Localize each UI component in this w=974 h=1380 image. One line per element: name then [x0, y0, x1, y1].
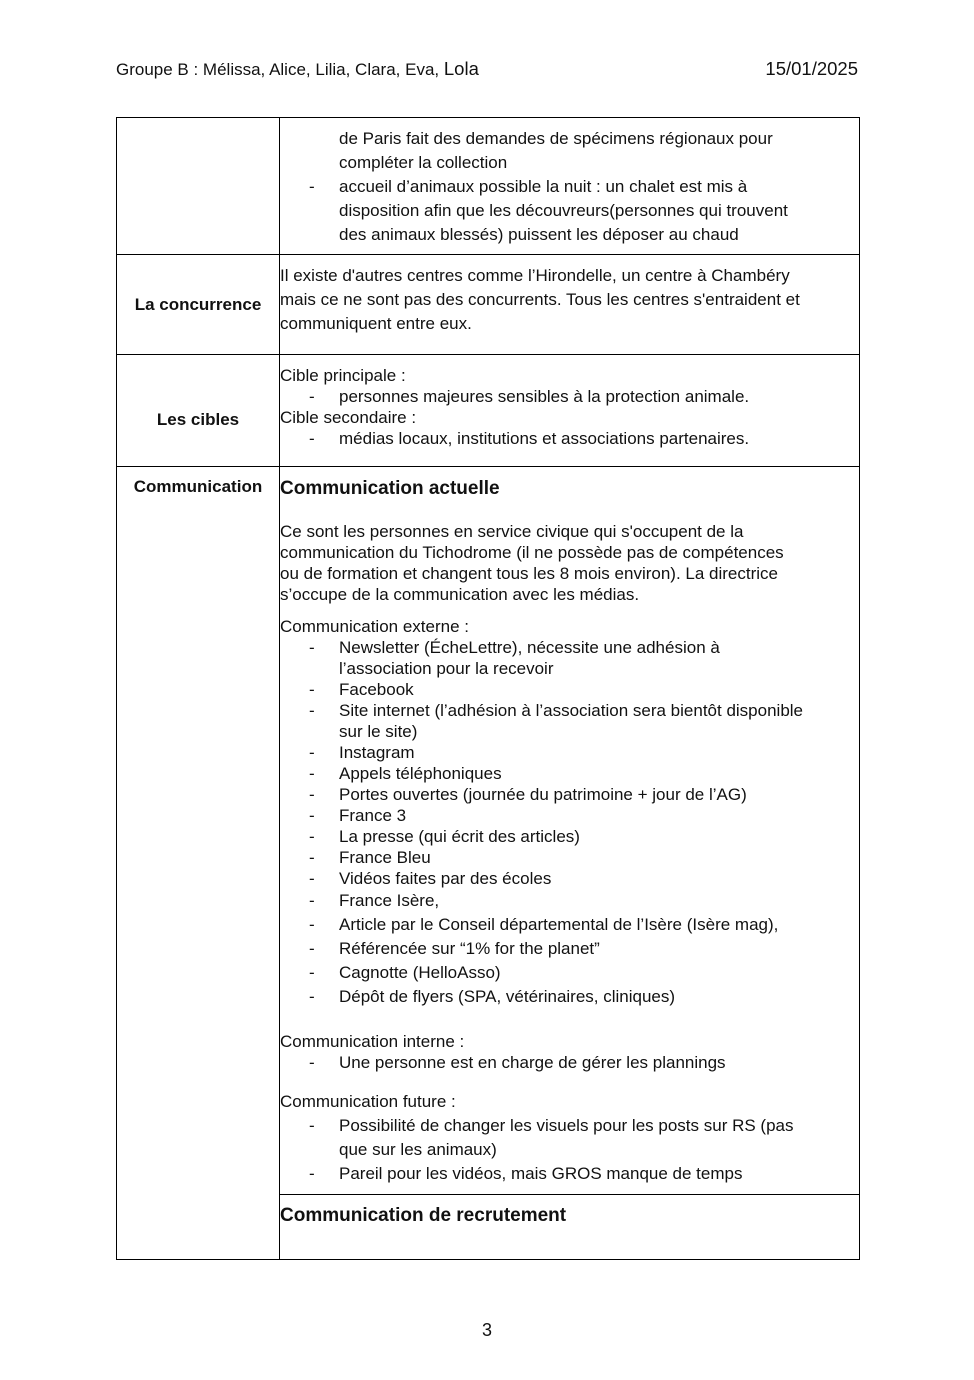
list-item: - Cagnotte (HelloAsso): [309, 963, 501, 982]
section-title-actuelle: Communication actuelle: [280, 478, 500, 499]
section-title-future: Communication future :: [280, 1092, 456, 1111]
list-item: - France Bleu: [309, 848, 431, 867]
row-content-continuation: [280, 118, 860, 255]
list-item: - Instagram: [309, 743, 415, 762]
table-row-continuation: [117, 118, 860, 255]
page-header: [116, 58, 858, 82]
list-item: - Appels téléphoniques: [309, 764, 502, 783]
table-row-communication: [117, 467, 860, 1195]
list-item: - Pareil pour les vidéos, mais GROS manque de temps: [309, 1164, 743, 1183]
group-names: Groupe B : Mélissa, Alice, Lilia, Clara, Eva,: [116, 60, 440, 79]
section-title-interne: Communication interne :: [280, 1032, 465, 1051]
list-item: - Site internet (l’adhésion à l’association sera bientôt disponible sur le site): [309, 701, 804, 741]
list-item: - Référencée sur “1% for the planet”: [309, 939, 600, 958]
page-number: 3: [481, 1320, 492, 1340]
document-date: 15/01/2025: [765, 58, 858, 79]
row-content-recrutement: [280, 1195, 860, 1260]
paragraph-intro: Ce sont les personnes en service civique qui s'occupent de la communication du Tichodrome (il ne possède pas de compétences ou de formation et changent tous les 8 mois environ). La directrice s’occupe de la communication avec les médias.: [280, 522, 784, 604]
table-row-concurrence: [117, 255, 860, 355]
list-item: - Facebook: [309, 680, 414, 699]
list-item: - Une personne est en charge de gérer les plannings: [309, 1053, 726, 1072]
list-item: - Possibilité de changer les visuels pour les posts sur RS (pas que sur les animaux): [309, 1116, 794, 1159]
list-item: - Dépôt de flyers (SPA, vétérinaires, cliniques): [309, 987, 676, 1006]
externe-list: [280, 637, 859, 1009]
list-item: - Portes ouvertes (journée du patrimoine + jour de l’AG): [309, 785, 747, 804]
row-content-concurrence: Il existe d'autres centres comme l’Hirondelle, un centre à Chambéry mais ce ne sont pas des concurrents. Tous les centres s'entraident et communiquent entre eux.: [280, 255, 860, 355]
row-label-empty: [117, 118, 280, 255]
row-content-communication: [280, 467, 860, 1195]
list-item: - Newsletter (ÉcheLettre), nécessite une adhésion à l’association pour la recevoir: [309, 638, 720, 678]
list-item: - France Isère,: [309, 891, 440, 910]
row-label-concurrence: La concurrence: [117, 255, 280, 355]
row-label-cibles: Les cibles: [117, 355, 280, 467]
list-item: - médias locaux, institutions et associations partenaires.: [309, 429, 750, 448]
continued-text: de Paris fait des demandes de spécimens régionaux pour compléter la collection: [339, 129, 773, 172]
group-members: [116, 58, 479, 80]
section-title-recrutement: Communication de recrutement: [280, 1205, 567, 1226]
content-table: [116, 117, 860, 1260]
list-item: - La presse (qui écrit des articles): [309, 827, 580, 846]
table-row-cibles: [117, 355, 860, 467]
row-label-communication: Communication: [117, 467, 280, 1260]
section-title-externe: Communication externe :: [280, 617, 469, 636]
group-last-name: Lola: [443, 58, 479, 79]
list-item: - France 3: [309, 806, 407, 825]
list-item: - Article par le Conseil départemental de l’Isère (Isère mag),: [309, 915, 779, 934]
list-item: - accueil d’animaux possible la nuit : un chalet est mis à disposition afin que les découvreurs(personnes qui trouvent des animaux blessés) puissent les déposer au chaud: [309, 177, 788, 244]
list-item: - Vidéos faites par des écoles: [309, 869, 552, 888]
row-content-cibles: Cible principale : - personnes majeures sensibles à la protection animale. Cible secondaire : - médias locaux, institutions et associations partenaires.: [280, 355, 860, 467]
list-item: - personnes majeures sensibles à la protection animale.: [309, 387, 750, 406]
